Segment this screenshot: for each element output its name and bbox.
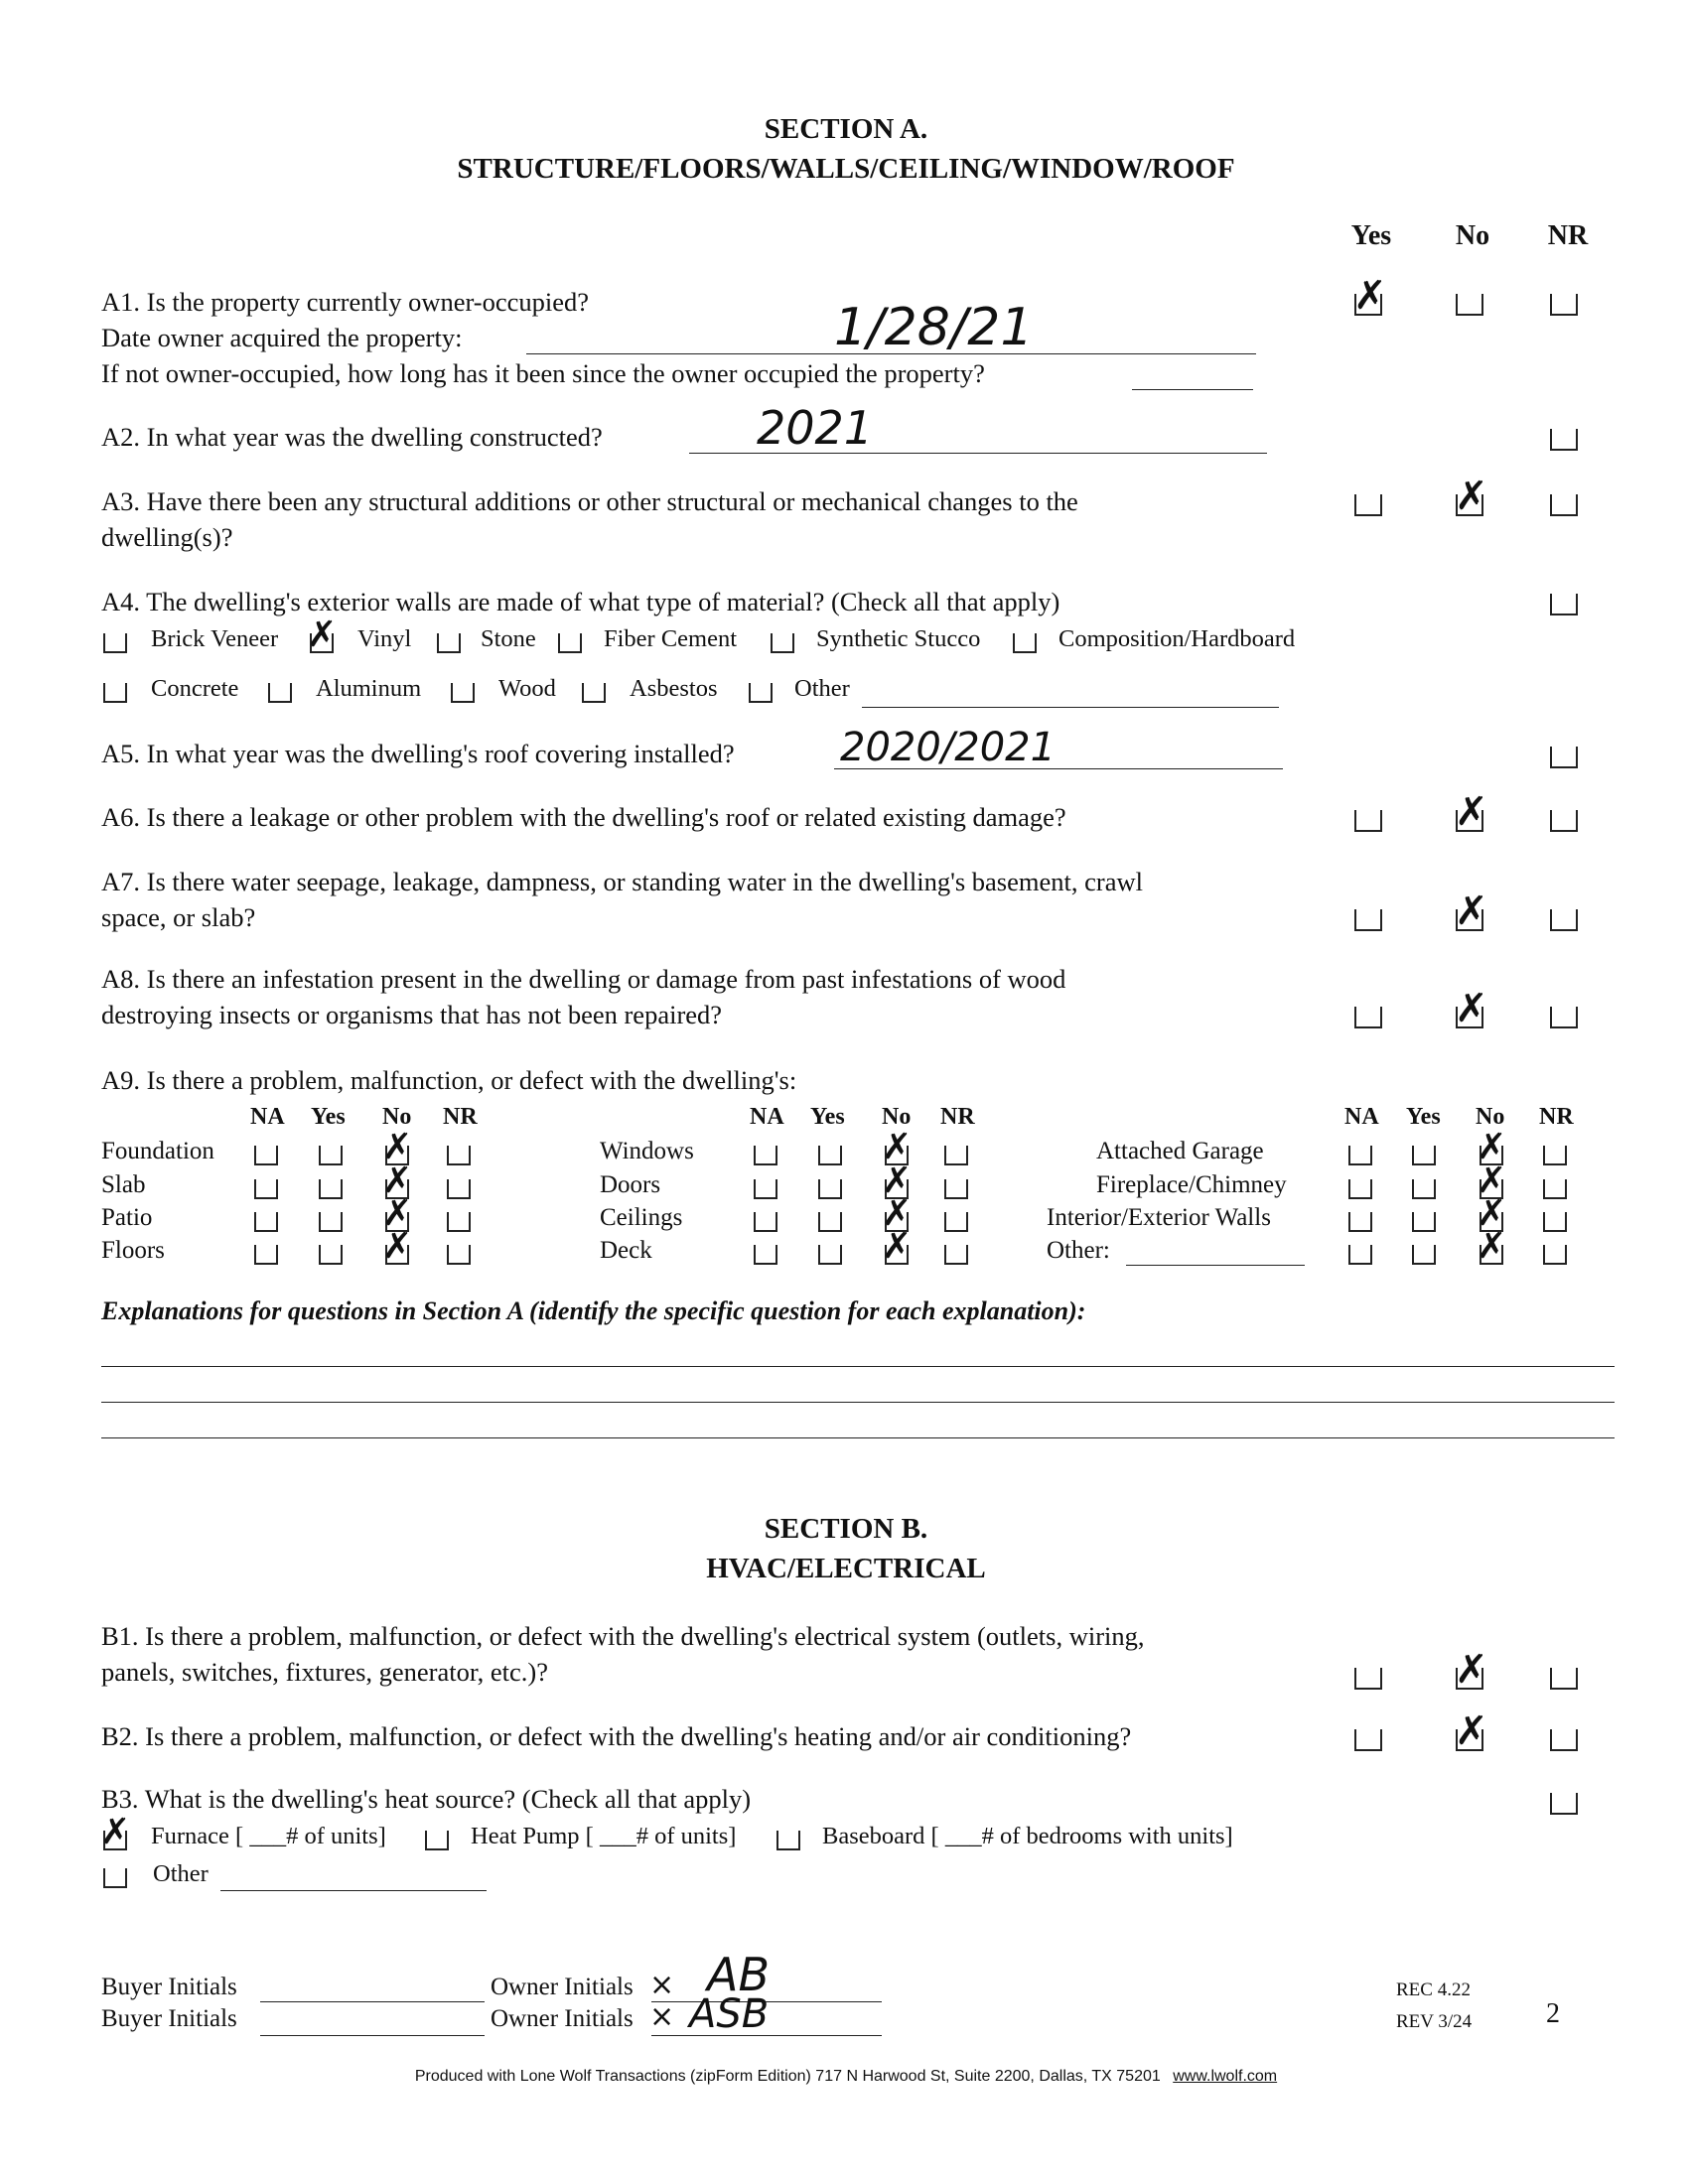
a9-floors-label: Floors [101, 1237, 165, 1264]
a9-doors-na[interactable] [754, 1179, 777, 1199]
a9-g3-header-yes: Yes [1406, 1104, 1441, 1130]
a4-asbestos-checkbox[interactable] [582, 683, 606, 703]
a9-doors-no[interactable] [882, 1160, 913, 1201]
check-mark-icon: ✗ [1455, 1708, 1488, 1754]
a9-slab-na[interactable] [254, 1179, 278, 1199]
b1-nr-checkbox[interactable] [1550, 1668, 1578, 1690]
a9-deck-no[interactable] [882, 1226, 913, 1267]
a9-other-na[interactable] [1348, 1245, 1372, 1265]
a9-g2-header-yes: Yes [810, 1104, 845, 1130]
a4-vinyl-label: Vinyl [357, 625, 412, 652]
a9-g2-header-nr: NR [940, 1104, 975, 1130]
a9-g1-header-yes: Yes [311, 1104, 346, 1130]
a4-stone-label: Stone [481, 625, 536, 652]
b1-line2: panels, switches, fixtures, generator, etc.)? [101, 1657, 548, 1687]
a9-other-nr[interactable] [1543, 1245, 1567, 1265]
a9-ceilings-no[interactable] [882, 1193, 913, 1234]
a9-floors-no[interactable] [382, 1226, 413, 1267]
a4-stone-checkbox[interactable] [437, 633, 461, 653]
a9-patio-yes[interactable] [319, 1212, 343, 1232]
a9-patio-nr[interactable] [447, 1212, 471, 1232]
a1-not-occupied-line [1132, 389, 1253, 390]
a9-walls-yes[interactable] [1412, 1212, 1436, 1232]
footer [0, 2068, 1692, 2086]
buyer-initials-label-1: Buyer Initials [101, 1974, 237, 2000]
b2-yes-checkbox[interactable] [1354, 1729, 1382, 1751]
a1-yes-checkbox[interactable] [1353, 273, 1387, 319]
a9-foundation-no[interactable] [382, 1127, 413, 1167]
a4-aluminum-checkbox[interactable] [268, 683, 292, 703]
explanations-label: Explanations for questions in Section A (identify the specific question for each explanation): [101, 1297, 1086, 1325]
check-mark-icon: ✗ [382, 1160, 413, 1201]
a9-slab-nr[interactable] [447, 1179, 471, 1199]
a9-other-yes[interactable] [1412, 1245, 1436, 1265]
a9-g1-header-na: NA [250, 1104, 285, 1130]
column-no: No [1455, 220, 1490, 251]
a4-other-line [862, 707, 1279, 708]
a9-windows-nr[interactable] [944, 1146, 968, 1165]
section-a-title: SECTION A. [764, 113, 928, 145]
b1-line1: B1. Is there a problem, malfunction, or defect with the dwelling's electrical system (outlets, wiring, [101, 1621, 1145, 1651]
a9-foundation-nr[interactable] [447, 1146, 471, 1165]
a9-deck-label: Deck [600, 1237, 652, 1264]
a9-patio-label: Patio [101, 1204, 153, 1231]
a9-other-no[interactable] [1477, 1226, 1507, 1267]
a4-composition-label: Composition/Hardboard [1058, 625, 1296, 652]
buyer-initials-line-2[interactable] [260, 2035, 485, 2036]
a6-nr-checkbox[interactable] [1550, 810, 1578, 832]
a9-fireplace-na[interactable] [1348, 1179, 1372, 1199]
owner-initials-1: AB [707, 1948, 771, 2001]
a7-no-checkbox[interactable] [1455, 888, 1488, 934]
a7-yes-checkbox[interactable] [1354, 909, 1382, 931]
a9-deck-nr[interactable] [944, 1245, 968, 1265]
a4-other-checkbox[interactable] [749, 683, 773, 703]
b3-other-line [220, 1890, 487, 1891]
a7-nr-checkbox[interactable] [1550, 909, 1578, 931]
b3-furnace-label: Furnace [ ___# of units] [151, 1823, 386, 1849]
b3-other-label: Other [153, 1860, 209, 1887]
form-revision: REV 3/24 [1396, 2011, 1473, 2032]
check-mark-icon: ✗ [1455, 474, 1488, 519]
form-code: REC 4.22 [1396, 1979, 1471, 2000]
explanation-line-1[interactable] [101, 1366, 1615, 1367]
section-a-subtitle: STRUCTURE/FLOORS/WALLS/CEILING/WINDOW/ROOF [457, 153, 1235, 185]
a9-windows-label: Windows [600, 1138, 694, 1164]
a6-question: A6. Is there a leakage or other problem with the dwelling's roof or related existing damage? [101, 802, 1066, 832]
a1-date-value: 1/28/21 [834, 298, 1034, 357]
b3-other-checkbox[interactable] [103, 1868, 127, 1888]
a4-nr-checkbox[interactable] [1550, 594, 1578, 615]
a4-wood-checkbox[interactable] [451, 683, 475, 703]
b3-baseboard-label: Baseboard [ ___# of bedrooms with units] [822, 1823, 1233, 1849]
b3-heat-pump-label: Heat Pump [ ___# of units] [471, 1823, 737, 1849]
check-mark-icon: ✗ [1455, 1647, 1488, 1693]
check-mark-icon: ✗ [1477, 1160, 1507, 1201]
check-mark-icon: ✗ [882, 1193, 913, 1234]
check-mark-icon: ✗ [382, 1127, 413, 1167]
buyer-initials-line-1[interactable] [260, 2001, 485, 2002]
a9-foundation-na[interactable] [254, 1146, 278, 1165]
x-mark-icon: × [649, 1968, 675, 2002]
owner-initials-label-1: Owner Initials [491, 1974, 634, 2000]
a3-line2: dwelling(s)? [101, 522, 233, 552]
a3-yes-checkbox[interactable] [1354, 494, 1382, 516]
a9-g2-header-no: No [882, 1104, 912, 1130]
a9-patio-no[interactable] [382, 1193, 413, 1234]
a9-g1-header-no: No [382, 1104, 412, 1130]
explanation-line-2[interactable] [101, 1402, 1615, 1403]
b2-no-checkbox[interactable] [1455, 1708, 1488, 1754]
a9-floors-nr[interactable] [447, 1245, 471, 1265]
check-mark-icon: ✗ [1455, 789, 1488, 835]
a9-windows-yes[interactable] [818, 1146, 842, 1165]
a9-g3-header-no: No [1476, 1104, 1505, 1130]
check-mark-icon: ✗ [100, 1812, 131, 1852]
b1-yes-checkbox[interactable] [1354, 1668, 1382, 1690]
check-mark-icon: ✗ [1477, 1127, 1507, 1167]
check-mark-icon: ✗ [882, 1127, 913, 1167]
a9-g1-header-nr: NR [443, 1104, 478, 1130]
a8-no-checkbox[interactable] [1455, 986, 1488, 1031]
a5-question: A5. In what year was the dwelling's roof covering installed? [101, 739, 735, 768]
a9-deck-yes[interactable] [818, 1245, 842, 1265]
b3-heat-pump-checkbox[interactable] [425, 1831, 449, 1850]
a9-attached-garage-label: Attached Garage [1096, 1138, 1264, 1164]
a4-asbestos-label: Asbestos [630, 675, 718, 702]
owner-initials-2: ASB [689, 1991, 770, 2037]
b3-furnace-checkbox[interactable] [100, 1812, 131, 1852]
a6-yes-checkbox[interactable] [1354, 810, 1382, 832]
a9-patio-na[interactable] [254, 1212, 278, 1232]
check-mark-icon: ✗ [307, 614, 338, 655]
a2-nr-checkbox[interactable] [1550, 429, 1578, 451]
a9-ceilings-na[interactable] [754, 1212, 777, 1232]
check-mark-icon: ✗ [382, 1193, 413, 1234]
check-mark-icon: ✗ [1477, 1226, 1507, 1267]
a5-value: 2020/2021 [840, 725, 1057, 770]
a1-no-checkbox[interactable] [1456, 294, 1483, 316]
a4-concrete-label: Concrete [151, 675, 239, 702]
a9-walls-no[interactable] [1477, 1193, 1507, 1234]
column-yes: Yes [1350, 220, 1392, 251]
a9-foundation-label: Foundation [101, 1138, 214, 1164]
a8-line1: A8. Is there an infestation present in the dwelling or damage from past infestations of wood [101, 964, 1066, 994]
a4-aluminum-label: Aluminum [316, 675, 422, 702]
a9-g3-header-nr: NR [1539, 1104, 1574, 1130]
explanation-line-3[interactable] [101, 1437, 1615, 1438]
a4-brick-veneer-checkbox[interactable] [103, 633, 127, 653]
a9-garage-na[interactable] [1348, 1146, 1372, 1165]
a6-no-checkbox[interactable] [1455, 789, 1488, 835]
a3-no-checkbox[interactable] [1455, 474, 1488, 519]
a8-yes-checkbox[interactable] [1354, 1007, 1382, 1028]
check-mark-icon: ✗ [882, 1226, 913, 1267]
section-b-subtitle: HVAC/ELECTRICAL [706, 1553, 986, 1584]
a9-windows-no[interactable] [882, 1127, 913, 1167]
a4-synthetic-stucco-label: Synthetic Stucco [816, 625, 981, 652]
a4-synthetic-stucco-checkbox[interactable] [771, 633, 794, 653]
a9-slab-label: Slab [101, 1171, 146, 1198]
a4-vinyl-checkbox[interactable] [307, 614, 338, 655]
a9-ceilings-label: Ceilings [600, 1204, 683, 1231]
check-mark-icon: ✗ [882, 1160, 913, 1201]
a9-garage-yes[interactable] [1412, 1146, 1436, 1165]
a9-fireplace-no[interactable] [1477, 1160, 1507, 1201]
a9-walls-nr[interactable] [1543, 1212, 1567, 1232]
a8-nr-checkbox[interactable] [1550, 1007, 1578, 1028]
a2-question: A2. In what year was the dwelling constructed? [101, 422, 603, 452]
a4-fiber-cement-checkbox[interactable] [558, 633, 582, 653]
a4-question: A4. The dwelling's exterior walls are made of what type of material? (Check all that apply) [101, 587, 1060, 616]
a1-date-label: Date owner acquired the property: [101, 323, 463, 352]
a3-nr-checkbox[interactable] [1550, 494, 1578, 516]
buyer-initials-label-2: Buyer Initials [101, 2005, 237, 2032]
page-number: 2 [1546, 1998, 1560, 2029]
a1-not-occupied-question: If not owner-occupied, how long has it been since the owner occupied the property? [101, 358, 985, 388]
a9-walls-na[interactable] [1348, 1212, 1372, 1232]
a1-nr-checkbox[interactable] [1550, 294, 1578, 316]
a9-garage-no[interactable] [1477, 1127, 1507, 1167]
b1-no-checkbox[interactable] [1455, 1647, 1488, 1693]
a4-composition-checkbox[interactable] [1013, 633, 1037, 653]
b3-question: B3. What is the dwelling's heat source? (Check all that apply) [101, 1784, 752, 1814]
a9-slab-no[interactable] [382, 1160, 413, 1201]
a8-line2: destroying insects or organisms that has not been repaired? [101, 1000, 723, 1029]
footer-text: Produced with Lone Wolf Transactions (zipForm Edition) 717 N Harwood St, Suite 2200, Dallas, TX 75201 [414, 2068, 1161, 2085]
b2-question: B2. Is there a problem, malfunction, or defect with the dwelling's heating and/or air conditioning? [101, 1721, 1132, 1751]
check-mark-icon: ✗ [1477, 1193, 1507, 1234]
b3-nr-checkbox[interactable] [1550, 1793, 1578, 1815]
a4-concrete-checkbox[interactable] [103, 683, 127, 703]
a7-line2: space, or slab? [101, 902, 256, 932]
a9-doors-yes[interactable] [818, 1179, 842, 1199]
a9-g2-header-na: NA [750, 1104, 784, 1130]
b3-baseboard-checkbox[interactable] [776, 1831, 800, 1850]
a9-slab-yes[interactable] [319, 1179, 343, 1199]
a7-line1: A7. Is there water seepage, leakage, dampness, or standing water in the dwelling's basement, crawl [101, 867, 1143, 896]
column-nr: NR [1547, 220, 1589, 251]
a5-nr-checkbox[interactable] [1550, 747, 1578, 768]
a2-value: 2021 [757, 401, 874, 455]
owner-initials-label-2: Owner Initials [491, 2005, 634, 2032]
a9-deck-na[interactable] [754, 1245, 777, 1265]
a9-fireplace-nr[interactable] [1543, 1179, 1567, 1199]
b2-nr-checkbox[interactable] [1550, 1729, 1578, 1751]
footer-link[interactable]: www.lwolf.com [1173, 2068, 1278, 2085]
a9-ceilings-nr[interactable] [944, 1212, 968, 1232]
a4-fiber-cement-label: Fiber Cement [604, 625, 738, 652]
section-b-title: SECTION B. [764, 1513, 928, 1545]
a9-floors-yes[interactable] [319, 1245, 343, 1265]
a9-fireplace-label: Fireplace/Chimney [1096, 1171, 1287, 1198]
check-mark-icon: ✗ [1455, 888, 1488, 934]
a9-foundation-yes[interactable] [319, 1146, 343, 1165]
a9-doors-label: Doors [600, 1171, 661, 1198]
a4-other-label: Other [794, 675, 850, 702]
a9-fireplace-yes[interactable] [1412, 1179, 1436, 1199]
a3-line1: A3. Have there been any structural additions or other structural or mechanical changes to the [101, 486, 1078, 516]
a9-walls-label: Interior/Exterior Walls [1047, 1204, 1271, 1231]
a9-g3-header-na: NA [1344, 1104, 1379, 1130]
a9-other-label: Other: [1047, 1237, 1110, 1264]
a9-floors-na[interactable] [254, 1245, 278, 1265]
a9-windows-na[interactable] [754, 1146, 777, 1165]
a9-ceilings-yes[interactable] [818, 1212, 842, 1232]
a9-doors-nr[interactable] [944, 1179, 968, 1199]
a9-question: A9. Is there a problem, malfunction, or defect with the dwelling's: [101, 1065, 797, 1095]
check-mark-icon: ✗ [382, 1226, 413, 1267]
check-mark-icon: ✗ [1353, 273, 1387, 319]
check-mark-icon: ✗ [1455, 986, 1488, 1031]
a4-wood-label: Wood [498, 675, 556, 702]
a9-garage-nr[interactable] [1543, 1146, 1567, 1165]
a4-brick-veneer-label: Brick Veneer [151, 625, 279, 652]
a9-other-line [1126, 1265, 1305, 1266]
a1-question: A1. Is the property currently owner-occupied? [101, 287, 590, 317]
x-mark-icon: × [649, 1999, 675, 2034]
